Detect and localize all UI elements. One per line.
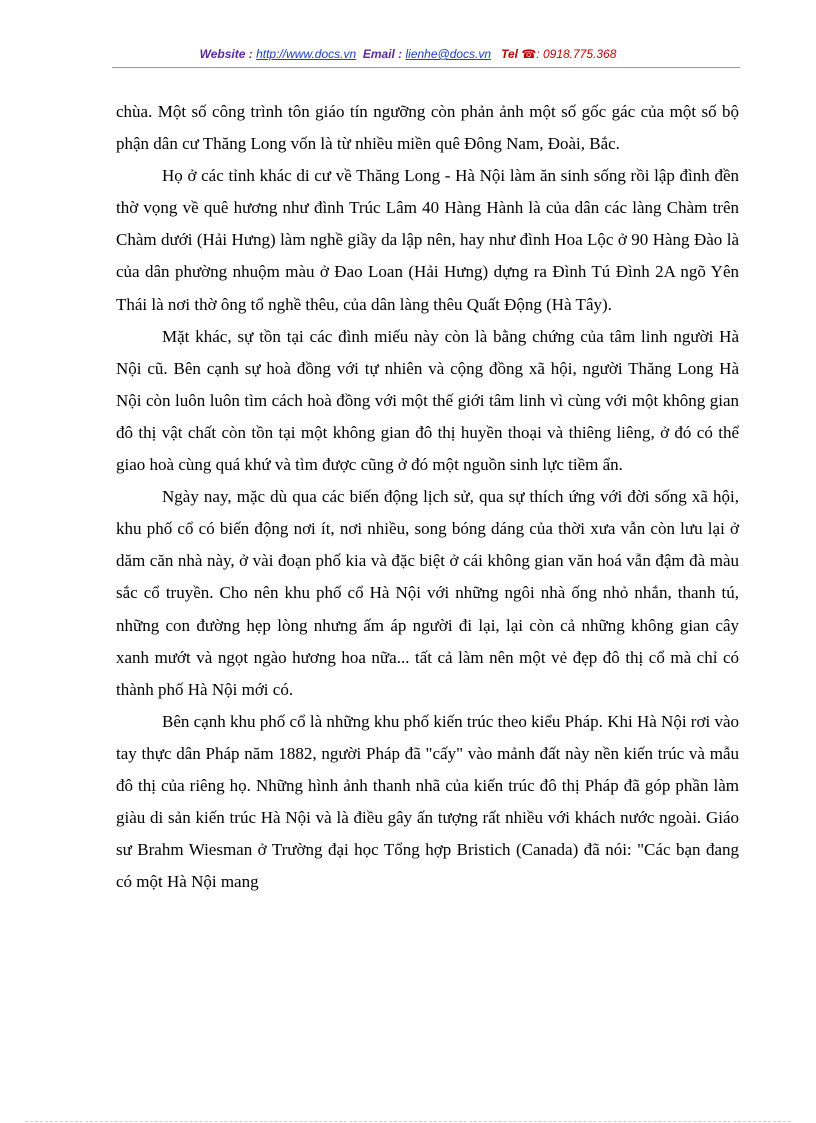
website-link[interactable]: http://www.docs.vn	[256, 47, 357, 61]
paragraph-1: chùa. Một số công trình tôn giáo tín ngưỡng còn phản ảnh một số gốc gác của một số bộ phận dân cư Thăng Long vốn là từ nhiều miền quê Đông Nam, Đoài, Bắc.	[116, 102, 739, 154]
tel-number: : 0918.775.368	[536, 47, 617, 61]
footer-divider	[25, 1121, 791, 1122]
telephone-icon: ☎	[521, 47, 537, 61]
email-separator: :	[394, 47, 406, 61]
email-label: Email	[362, 47, 395, 61]
tel-label: Tel	[501, 47, 518, 61]
email-link[interactable]: lienhe@docs.vn	[405, 47, 492, 61]
website-label: Website	[199, 47, 246, 61]
paragraph-2: Họ ở các tỉnh khác di cư về Thăng Long - Hà Nội làm ăn sinh sống rồi lập đình đền thờ vọng về quê hương như đình Trúc Lâm 40 Hàng Hành là của dân các làng Chàm trên Chàm dưới (Hải Hưng) làm nghề giầy da lập nên, hay như đình Hoa Lộc ở 90 Hàng Đào là của dân phường nhuộm màu ở Đao Loan (Hải Hưng) dựng ra Đình Tú Đình 2A ngõ Yên Thái là nơi thờ ông tổ nghề thêu, của dân làng thêu Quất Động (Hà Tây).	[116, 166, 739, 314]
page-header	[0, 47, 816, 61]
document-body	[116, 96, 739, 898]
paragraph-4: Ngày nay, mặc dù qua các biến động lịch sử, qua sự thích ứng với đời sống xã hội, khu phố cổ có biến động nơi ít, nơi nhiều, song bóng dáng của thời xưa vẫn còn lưu lại ở dăm căn nhà này, ở vài đoạn phố kia và đặc biệt ở cái không gian văn hoá vẫn đậm đà màu sắc cổ truyền. Cho nên khu phố cổ Hà Nội với những ngôi nhà ống nhỏ nhắn, thanh tú, những con đường hẹp lòng nhưng ấm áp người đi lại, lại còn cả những không gian cây xanh mướt và ngọt ngào hương hoa nữa... tất cả làm nên một vẻ đẹp đô thị cổ mà chỉ có thành phố Hà Nội mới có.	[116, 487, 739, 699]
website-separator: :	[245, 47, 257, 61]
paragraph-3: Mặt khác, sự tồn tại các đình miếu này còn là bằng chứng của tâm linh người Hà Nội cũ. Bên cạnh sự hoà đồng với tự nhiên và cộng đồng xã hội, người Thăng Long Hà Nội còn luôn luôn tìm cách hoà đồng với một thế giới tâm linh vì cùng với một không gian đô thị vật chất còn tồn tại một không gian đô thị huyền thoại và thiêng liêng, ở đó có thể giao hoà cùng quá khứ và tìm được cũng ở đó một nguồn sinh lực tiềm ẩn.	[116, 326, 739, 475]
header-divider	[112, 67, 740, 68]
paragraph-5: Bên cạnh khu phố cổ là những khu phố kiến trúc theo kiểu Pháp. Khi Hà Nội rơi vào tay thực dân Pháp năm 1882, người Pháp đã "cấy" vào mảnh đất này nền kiến trúc và mẫu đô thị của riêng họ. Những hình ảnh thanh nhã của kiến trúc đô thị Pháp đã góp phần làm giàu di sản kiến trúc Hà Nội và là điều gây ấn tượng rất nhiều với khách nước ngoài. Giáo sư Brahm Wiesman ở Trường đại học Tổng hợp Bristich (Canada) đã nói: "Các bạn đang có một Hà Nội mang	[116, 711, 739, 892]
